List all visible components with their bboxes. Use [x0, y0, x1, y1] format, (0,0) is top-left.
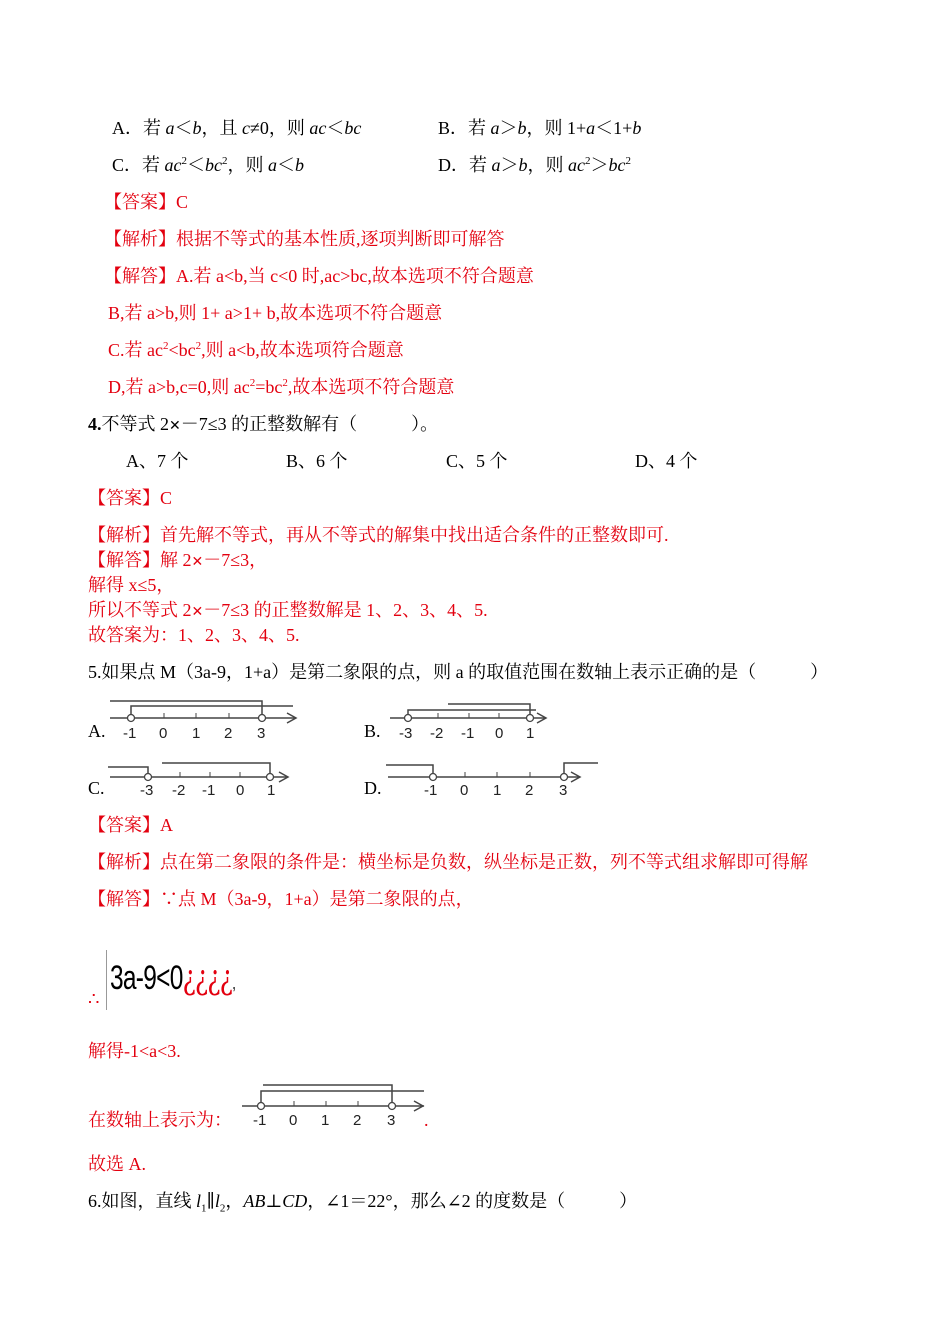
tick-label: -1	[253, 1112, 267, 1129]
tick-label: -1	[123, 725, 137, 742]
q5-stem: 5.如果点 M（3a-9，1+a）是第二象限的点，则 a 的取值范围在数轴上表示正确的是（ ）	[88, 662, 829, 682]
tick-label: 0	[460, 782, 469, 799]
q5-numberline-b	[386, 700, 556, 746]
q3-option-b: B．若 a＞b，则 1+a＜1+b	[438, 118, 642, 138]
tick-label: 3	[559, 782, 568, 799]
q4-solution-3: 所以不等式 2✕－7≤3 的正整数解是 1、2、3、4、5.	[88, 600, 488, 620]
therefore-symbol: ∴	[88, 989, 100, 1009]
q4-solution-1: 【解答】解 2✕－7≤3，	[88, 550, 268, 570]
q3-option-a: A．若 a＜b，且 c≠0，则 ac＜bc	[112, 118, 362, 138]
q5-label-a: A.	[88, 721, 106, 741]
tick-label: 1	[192, 725, 201, 742]
tick-label: 1	[493, 782, 502, 799]
q3-option-c: C．若 $ac^2<bc^2$，则 a＜b	[112, 155, 305, 175]
q5-show-label: 在数轴上表示为：	[88, 1110, 232, 1130]
tick-label: 0	[236, 782, 245, 799]
q5-label-d: D.	[364, 778, 382, 798]
tick-label: 1	[526, 725, 535, 742]
tick-label: -1	[202, 782, 216, 799]
q4-stem: 4.不等式 2✕－7≤3 的正整数解有（ ）。	[88, 414, 439, 434]
tick-label: -2	[172, 782, 186, 799]
q5-numberline-d	[384, 757, 604, 803]
q5-analysis: 【解析】点在第二象限的条件是：横坐标是负数，纵坐标是正数，列不等式组求解即可得解	[88, 852, 808, 872]
q4-option-a: A、7 个	[126, 451, 189, 471]
tick-label: 3	[387, 1112, 396, 1129]
q5-choose: 故选 A.	[88, 1154, 146, 1174]
tick-label: 0	[289, 1112, 298, 1129]
q5-label-b: B.	[364, 721, 381, 741]
tick-label: 3	[257, 725, 266, 742]
q4-analysis: 【解析】首先解不等式，再从不等式的解集中找出适合条件的正整数即可.	[88, 525, 669, 545]
q4-option-d: D、4 个	[635, 451, 698, 471]
q5-solved: 解得-1<a<3.	[88, 1041, 181, 1061]
q5-answer-numberline	[238, 1080, 428, 1130]
q4-option-c: C、5 个	[446, 451, 508, 471]
q5-numberline-c	[106, 757, 296, 803]
q3-solution-b: B,若 a>b,则 1+ a>1+ b,故本选项不符合题意	[108, 303, 443, 323]
q3-option-d: D．若 a＞b，则 $ac^2>bc^2$	[438, 155, 631, 175]
tick-label: -1	[461, 725, 475, 742]
tick-label: 1	[321, 1112, 330, 1129]
q3-analysis: 【解析】根据不等式的基本性质,逐项判断即可解答	[104, 229, 505, 249]
q4-solution-4: 故答案为：1、2、3、4、5.	[88, 625, 300, 645]
tick-label: 2	[224, 725, 233, 742]
q6-stem: 6.如图，直线 $l_1\parallel l_2$，AB⊥CD，∠1＝22°，那么∠2 的度数是（ ）	[88, 1191, 638, 1215]
q5-numberline-a	[106, 700, 306, 746]
tick-label: 0	[495, 725, 504, 742]
tick-label: 2	[353, 1112, 362, 1129]
q4-answer: 【答案】C	[88, 488, 173, 508]
q5-show-period: .	[424, 1110, 429, 1130]
tick-label: 2	[525, 782, 534, 799]
system-brace	[106, 950, 109, 1010]
q4-option-b: B、6 个	[286, 451, 348, 471]
q4-solution-2: 解得 x≤5，	[88, 575, 175, 595]
tick-label: -1	[424, 782, 438, 799]
q5-label-c: C.	[88, 778, 105, 798]
q3-solution-d: D,若 a>b,c=0,则 $ac^2=bc^2$,故本选项不符合题意	[108, 377, 455, 397]
tick-label: 1	[267, 782, 276, 799]
q5-answer: 【答案】A	[88, 815, 173, 835]
q3-solution-c: C.若 $ac^2<bc^2$,则 a<b,故本选项符合题意	[108, 340, 404, 360]
tick-label: -3	[399, 725, 413, 742]
q3-answer: 【答案】C	[104, 192, 189, 212]
tick-label: -3	[140, 782, 154, 799]
q5-solution: 【解答】∵点 M（3a-9，1+a）是第二象限的点，	[88, 889, 474, 909]
inequality-system: 3a-9<0¿¿¿¿,	[110, 958, 236, 998]
tick-label: 0	[159, 725, 168, 742]
tick-label: -2	[430, 725, 444, 742]
q3-solution-a: 【解答】A.若 a<b,当 c<0 时,ac>bc,故本选项不符合题意	[104, 266, 534, 286]
